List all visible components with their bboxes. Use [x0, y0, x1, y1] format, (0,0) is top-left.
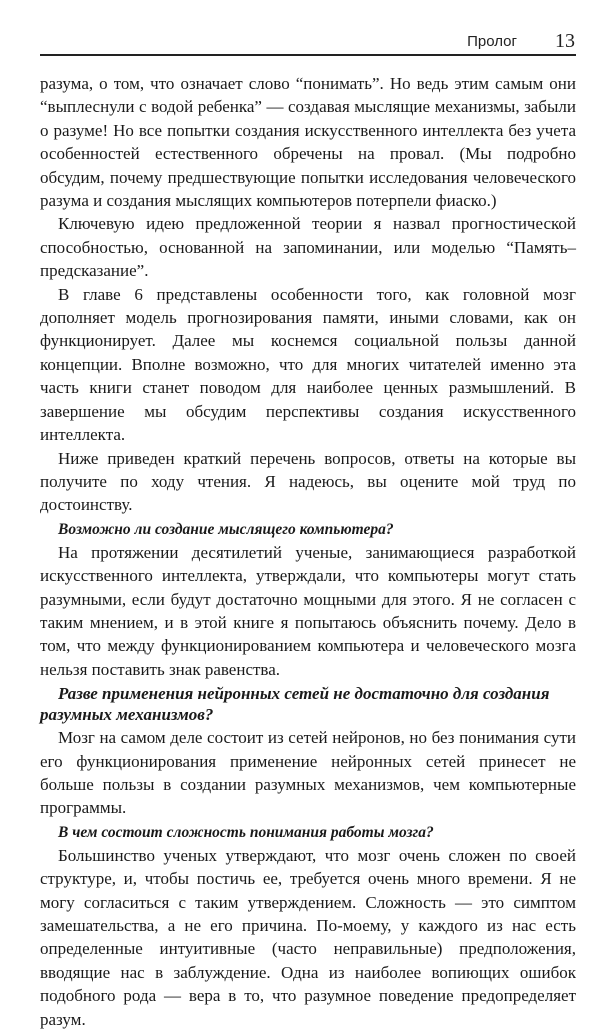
page-body [40, 72, 576, 1031]
body-paragraph: разума, о том, что означает слово “понимать”. Но ведь этим самым они “выплеснули с водой ребенка” — создавая мыслящие механизмы, забыли о разуме! Но все попытки создания искусственного интеллекта без учета особенностей естественного обречены на провал. (Мы подробно обсудим, почему предшествующие попытки исследования человеческого разума и создания мыслящих компьютеров потерпели фиаско.) [40, 74, 576, 211]
question-heading: Разве применения нейронных сетей не достаточно для создания разумных механизмов? [40, 684, 550, 725]
body-paragraph: Ниже приведен краткий перечень вопросов, ответы на которые вы получите по ходу чтения. Я надеюсь, вы оцените мой труд по достоинству. [40, 448, 576, 515]
body-paragraph: Ключевую идею предложенной теории я назвал прогностической способностью, основанной на запоминании, или моделью “Память–предсказание”. [40, 214, 576, 281]
body-paragraph: В главе 6 представлены особенности того, как головной мозг дополняет модель прогнозирования памяти, иными словами, как он функционирует. Далее мы коснемся социальной пользы данной концепции. Вполне возможно, что для многих читателей именно эта часть книги станет поводом для наиболее ценных размышлений. В завершение мы обсудим перспективы создания искусственного интеллекта. [40, 284, 576, 445]
question-heading: Возможно ли создание мыслящего компьютера? [58, 520, 394, 538]
header-rule [40, 54, 576, 56]
answer-paragraph: Большинство ученых утверждают, что мозг очень сложен по своей структуре, и, чтобы постичь ее, требуется очень много времени. Я не могу согласиться с таким утверждением. Сложность — это симптом замешательства, а не его причина. По-моему, у каждого из нас есть определенные интуитивные (часто неправильные) предположения, вводящие нас в заблуждение. Одна из наиболее вопиющих ошибок подобного рода — вера в то, что разумное поведение предопределяет разум. [40, 845, 576, 1029]
page-number: 13 [555, 30, 575, 52]
section-title: Пролог [467, 33, 517, 50]
question-heading: В чем состоит сложность понимания работы мозга? [58, 823, 434, 841]
running-header [40, 30, 575, 56]
answer-paragraph: Мозг на самом деле состоит из сетей нейронов, но без понимания сути его функционирования применение нейронных сетей принесет не больше пользы в создании разумных механизмов, чем компьютерные программы. [40, 728, 576, 818]
answer-paragraph: На протяжении десятилетий ученые, занимающиеся разработкой искусственного интеллекта, утверждали, что компьютеры могут стать разумными, если будут достаточно мощными для этого. Я не согласен с таким мнением, и в этой книге я попытаюсь объяснить почему. Дело в том, что между функционированием компьютера и человеческого мозга нельзя поставить знак равенства. [40, 542, 576, 679]
